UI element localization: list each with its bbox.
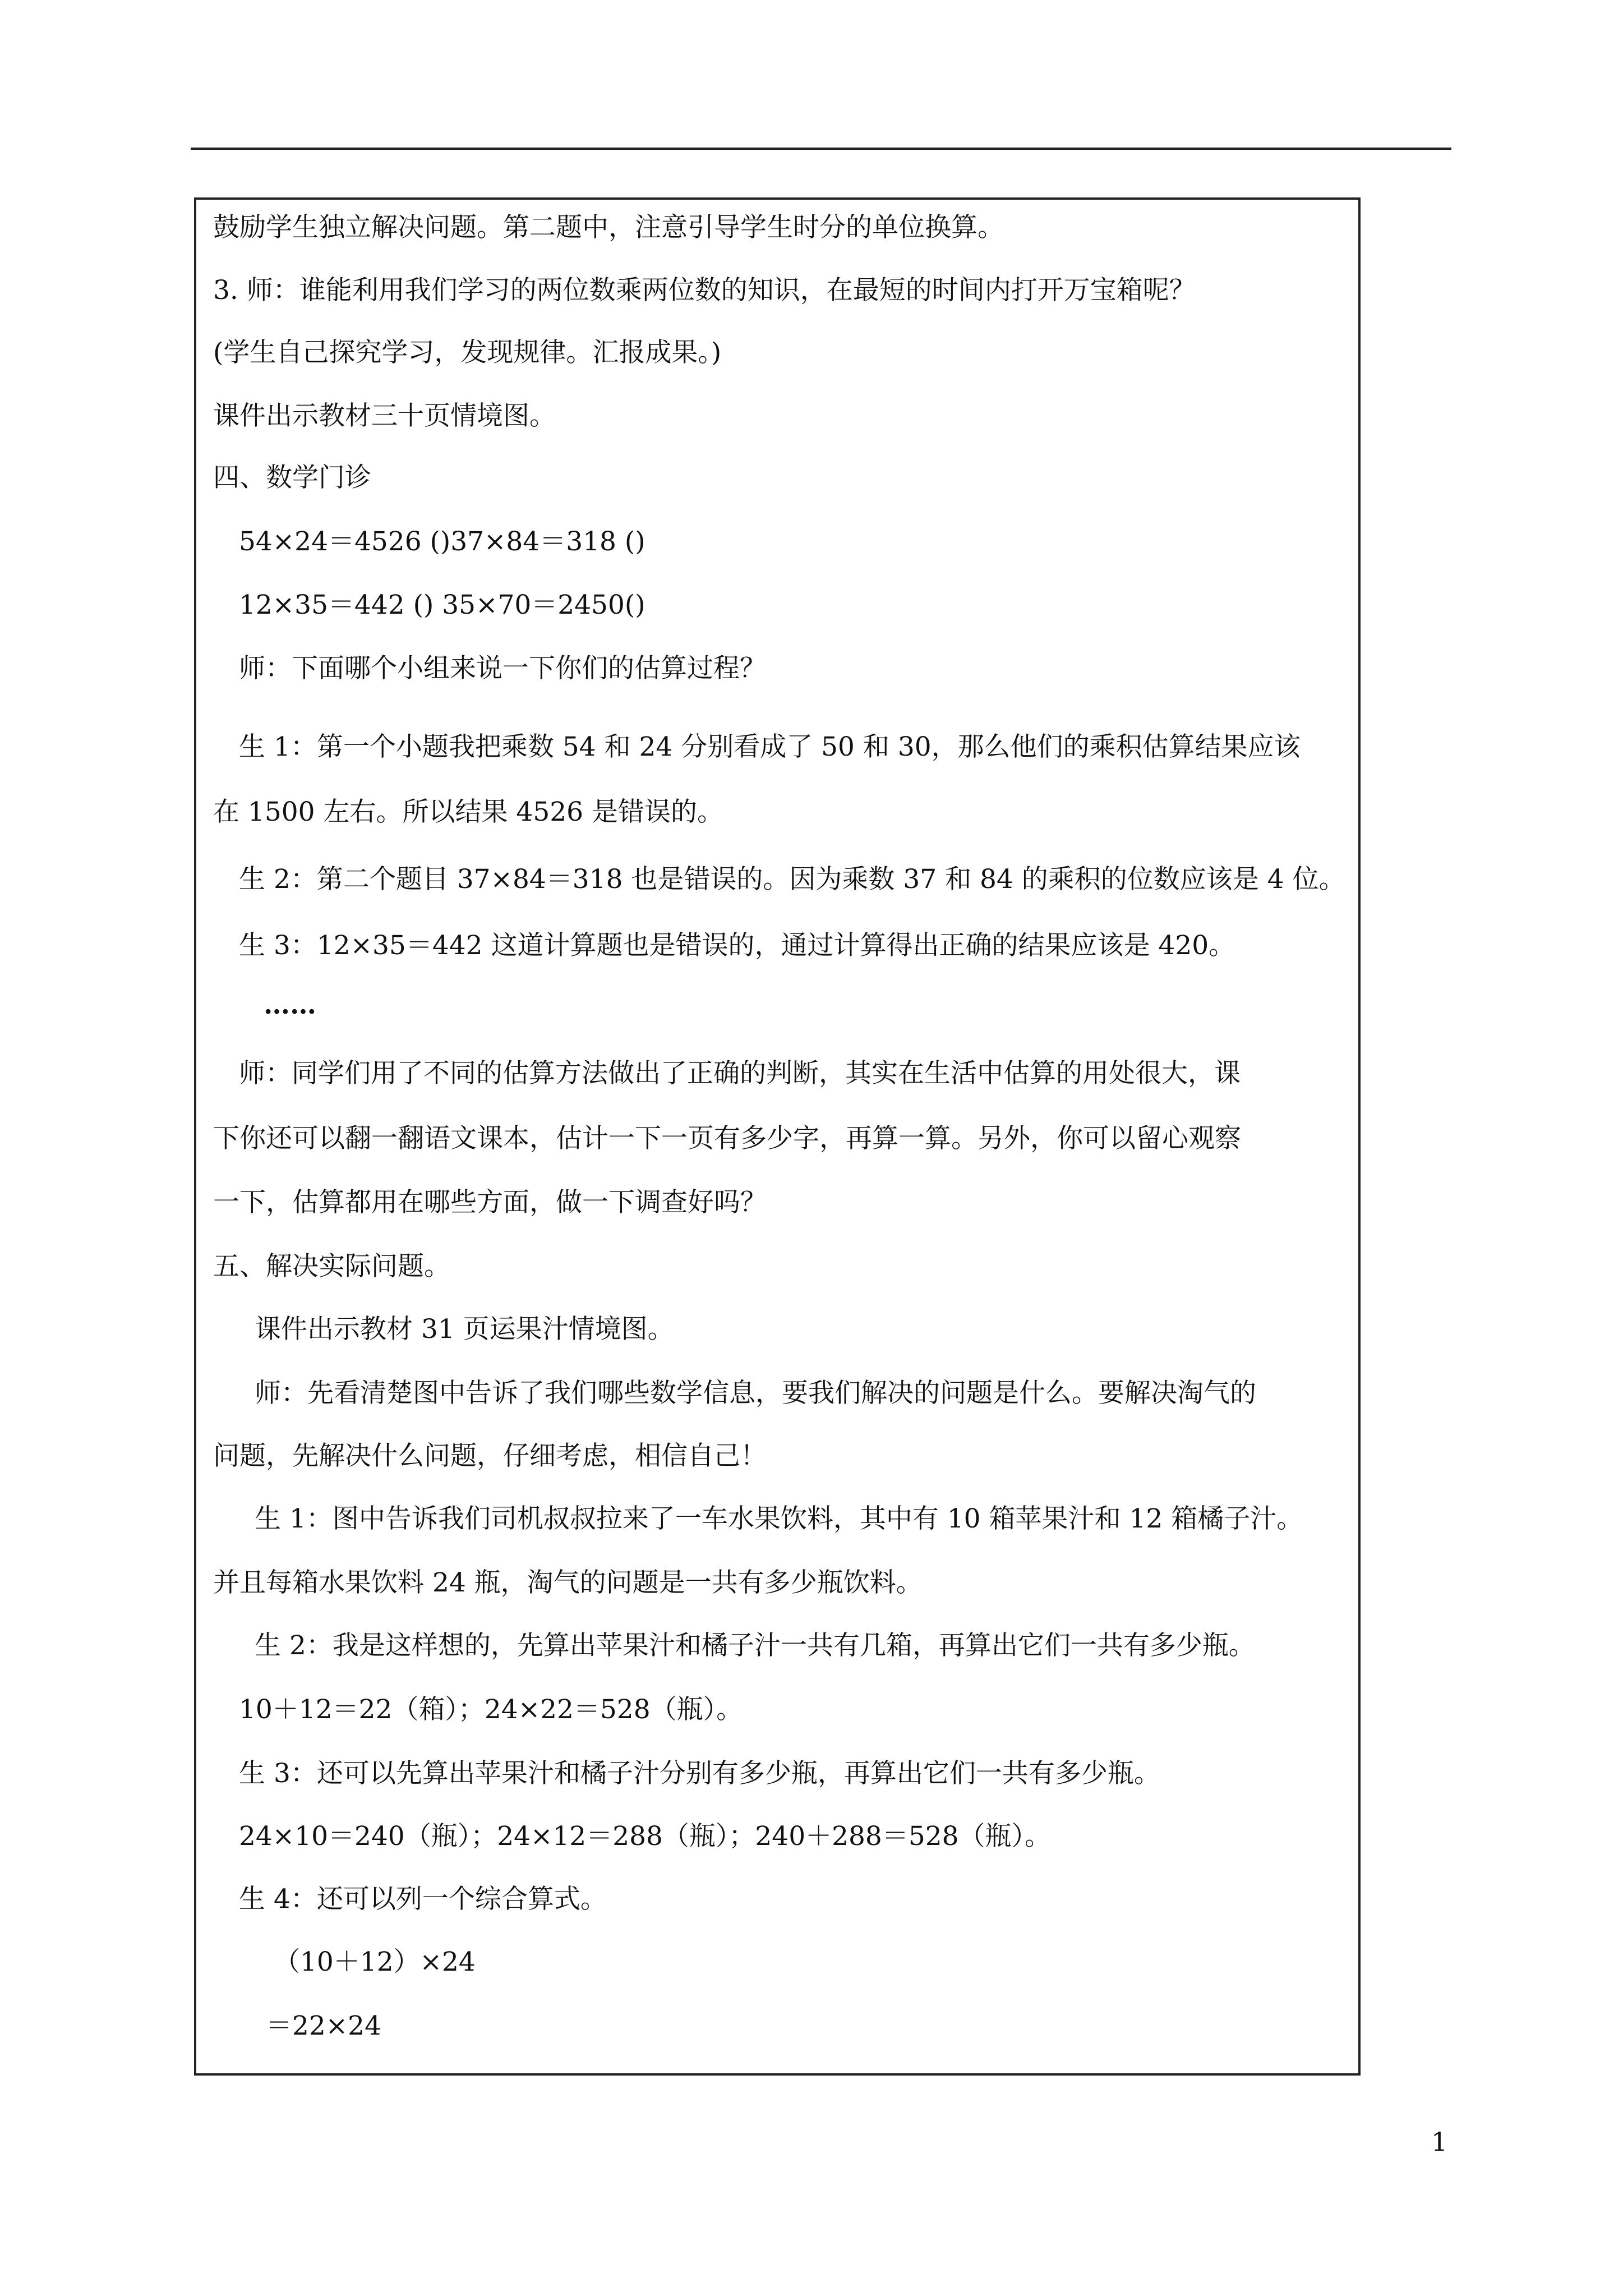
text-line: 54×24＝4526 ()37×84＝318 () (239, 526, 645, 557)
text-line: 生 3：还可以先算出苹果汁和橘子汁分别有多少瓶，再算出它们一共有多少瓶。 (239, 1758, 1160, 1789)
formula-line: ＝22×24 (266, 2010, 381, 2041)
text-line: 师：先看清楚图中告诉了我们哪些数学信息，要我们解决的问题是什么。要解决淘气的 (255, 1378, 1256, 1409)
text-line: 师：同学们用了不同的估算方法做出了正确的判断，其实在生活中估算的用处很大，课 (239, 1058, 1241, 1089)
text-line: 下你还可以翻一翻语文课本，估计一下一页有多少字，再算一算。另外，你可以留心观察 (213, 1123, 1241, 1154)
formula-line: （10＋12）×24 (274, 1947, 476, 1977)
text-line: 生 1：第一个小题我把乘数 54 和 24 分别看成了 50 和 30，那么他们的乘积估算结果应该 (239, 731, 1301, 762)
text-line: 并且每箱水果饮料 24 瓶，淘气的问题是一共有多少瓶饮料。 (213, 1567, 923, 1598)
header-rule (191, 148, 1451, 150)
text-line: 鼓励学生独立解决问题。第二题中，注意引导学生时分的单位换算。 (213, 212, 1004, 243)
text-line: 生 1：图中告诉我们司机叔叔拉来了一车水果饮料，其中有 10 箱苹果汁和 12 箱橘子汁。 (255, 1503, 1303, 1534)
text-line: 课件出示教材三十页情境图。 (213, 401, 556, 431)
text-line: 生 3：12×35＝442 这道计算题也是错误的，通过计算得出正确的结果应该是 420。 (239, 930, 1235, 961)
text-line: 24×10＝240（瓶）；24×12＝288（瓶）；240＋288＝528（瓶）。 (239, 1821, 1052, 1852)
text-line: 师：下面哪个小组来说一下你们的估算过程？ (239, 653, 766, 684)
text-line: (学生自己探究学习，发现规律。汇报成果。) (213, 337, 722, 368)
text-line: 一下，估算都用在哪些方面，做一下调查好吗？ (213, 1187, 767, 1218)
text-line: 问题，先解决什么问题，仔细考虑，相信自己！ (213, 1441, 767, 1471)
text-line: 12×35＝442 () 35×70＝2450() (239, 590, 645, 620)
ellipsis: …… (264, 990, 316, 1020)
content-box (194, 197, 1361, 2076)
page-number: 1 (1431, 2127, 1448, 2157)
text-line: 生 4：还可以列一个综合算式。 (239, 1884, 607, 1915)
text-line: 课件出示教材 31 页运果汁情境图。 (255, 1314, 674, 1345)
text-line: 在 1500 左右。所以结果 4526 是错误的。 (213, 797, 723, 827)
text-line: 3. 师：谁能利用我们学习的两位数乘两位数的知识，在最短的时间内打开万宝箱呢？ (213, 275, 1196, 306)
text-line: 生 2：第二个题目 37×84＝318 也是错误的。因为乘数 37 和 84 的乘积的位数应该是 4 位。 (239, 864, 1345, 895)
section-heading: 四、数学门诊 (213, 462, 371, 493)
section-heading: 五、解决实际问题。 (213, 1251, 450, 1282)
text-line: 生 2：我是这样想的，先算出苹果汁和橘子汁一共有几箱，再算出它们一共有多少瓶。 (255, 1630, 1255, 1661)
text-line: 10＋12＝22（箱）；24×22＝528（瓶）。 (239, 1694, 743, 1725)
